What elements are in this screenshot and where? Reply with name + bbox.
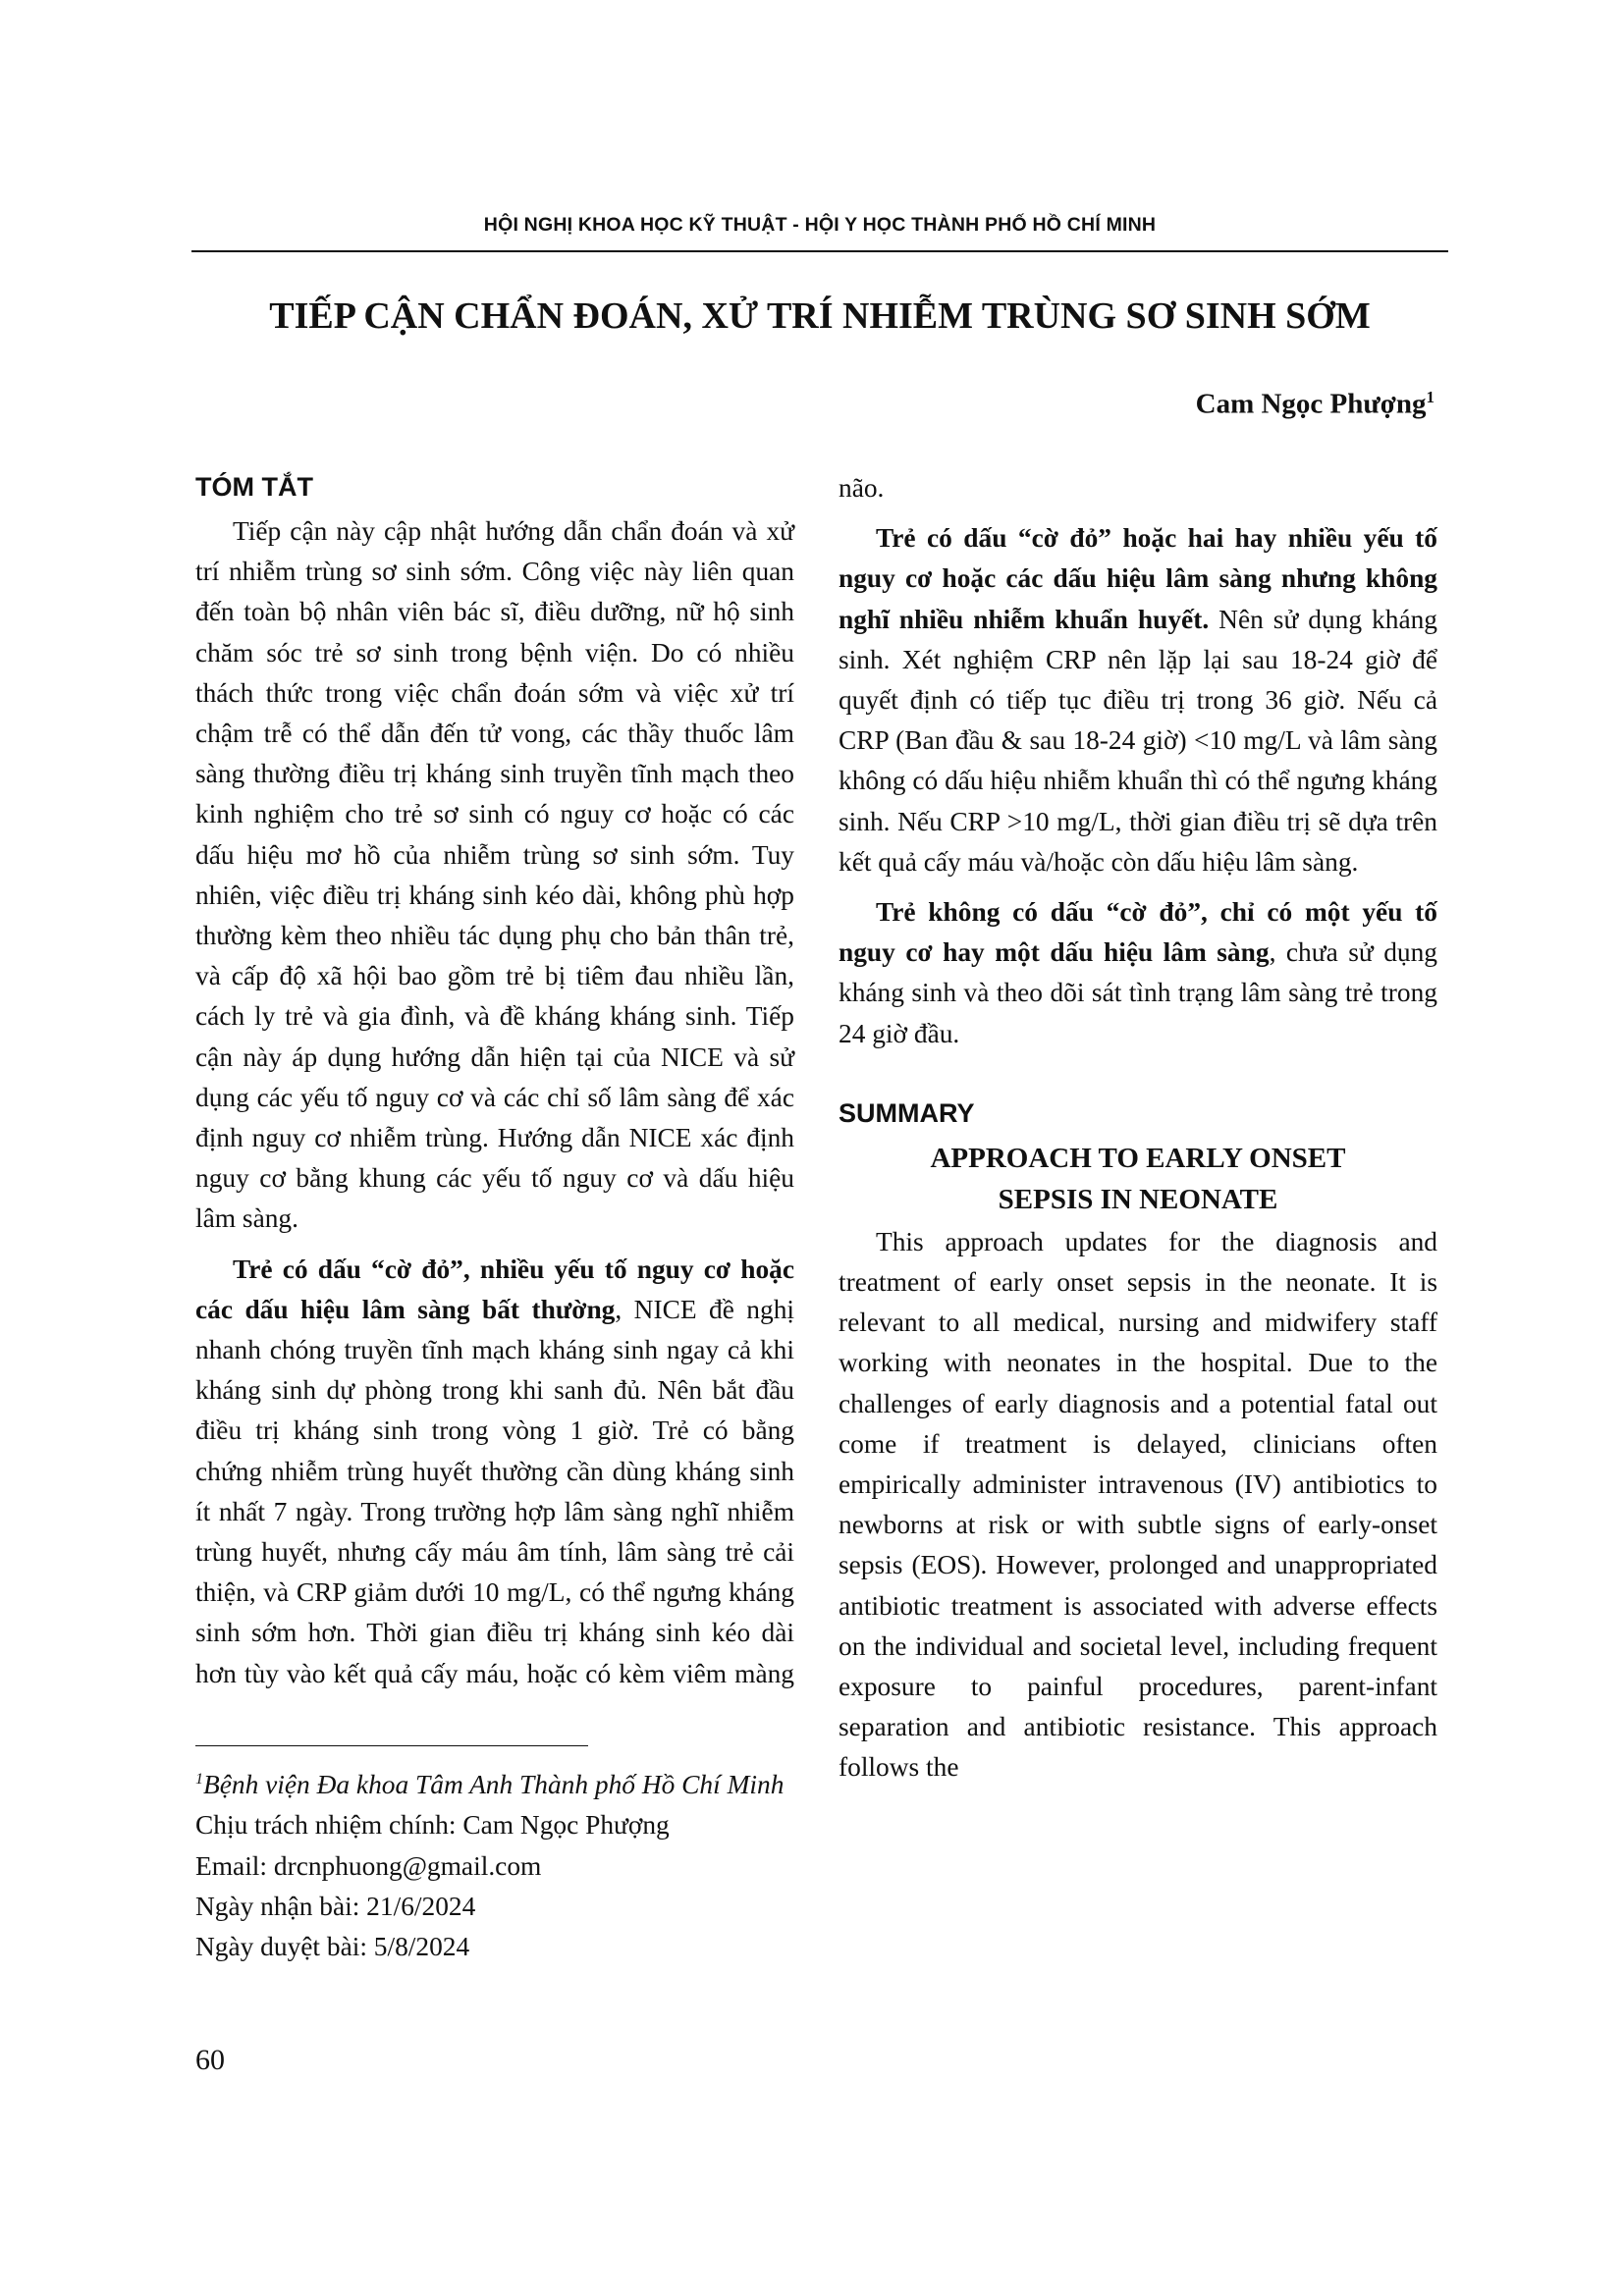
summary-paragraph-1: This approach updates for the diagnosis and treatment of early onset sepsis in the neonate. It is relevant to all medical, nursing and midwifery staff working with neonates in the hospital. Due to the challenges of early diagnosis and a potential fatal out come if treatment is delayed, clinicians often empirically administer intravenous (IV) antibiotics to newborns at risk or with subtle signs of early-onset sepsis (EOS). However, prolonged and unappropriated antibiotic treatment is associated with adverse effects on the individual and societal level, including frequent exposure to painful procedures, parent-infant separation and antibiotic resistance. This approach follows the (839, 1226, 1437, 1783)
footnote-received-date: Ngày nhận bài: 21/6/2024 (195, 1891, 476, 1921)
page-number: 60 (195, 2044, 225, 2076)
footnote-accepted-date: Ngày duyệt bài: 5/8/2024 (195, 1931, 470, 1961)
abstract-paragraph-4-lead: Trẻ không có dấu “cờ đỏ”, chỉ có một yếu tố nguy cơ hay một dấu hiệu lâm sàng (839, 897, 1437, 968)
right-column (839, 468, 1437, 1789)
footnote-affiliation (195, 1759, 799, 1805)
author-name: Cam Ngọc Phượng (1195, 388, 1427, 420)
left-column (195, 467, 794, 1694)
footnote-affiliation-text: Bệnh viện Đa khoa Tâm Anh Thành phố Hồ Chí Minh (203, 1770, 785, 1800)
abstract-paragraph-2-continued: não. (839, 473, 885, 503)
abstract-paragraph-1: Tiếp cận này cập nhật hướng dẫn chẩn đoán và xử trí nhiễm trùng sơ sinh sớm. Công việc này liên quan đến toàn bộ nhân viên bác sĩ, điều dưỡng, nữ hộ sinh chăm sóc trẻ sơ sinh trong bệnh viện. Do có nhiều thách thức trong việc chẩn đoán sớm và việc xử trí chậm trễ có thể dẫn đến tử vong, các thầy thuốc lâm sàng thường điều trị kháng sinh truyền tĩnh mạch theo kinh nghiệm cho trẻ sơ sinh có nguy cơ hoặc có các dấu hiệu mơ hồ của nhiễm trùng sơ sinh sớm. Tuy nhiên, việc điều trị kháng sinh kéo dài, không phù hợp thường kèm theo nhiều tác dụng phụ cho bản thân trẻ, và cấp độ xã hội bao gồm trẻ bị tiêm đau nhiều lần, cách ly trẻ và gia đình, và đề kháng kháng sinh. Tiếp cận này áp dụng hướng dẫn hiện tại của NICE và sử dụng các yếu tố nguy cơ và các chỉ số lâm sàng để xác định nguy cơ nhiễm trùng. Hướng dẫn NICE xác định nguy cơ bằng khung các yếu tố nguy cơ và dấu hiệu lâm sàng. (195, 516, 794, 1234)
summary-title-line-1: APPROACH TO EARLY ONSET (930, 1142, 1346, 1174)
footnote-affiliation-mark: 1 (195, 1771, 203, 1788)
abstract-paragraph-3-full (839, 518, 1437, 882)
running-head: HỘI NGHỊ KHOA HỌC KỸ THUẬT - HỘI Y HỌC THÀNH PHỐ HỒ CHÍ MINH (483, 214, 1157, 236)
author-line (1196, 388, 1435, 421)
footnote-responsible-author: Chịu trách nhiệm chính: Cam Ngọc Phượng (195, 1810, 670, 1841)
abstract-paragraph-2-lead: Trẻ có dấu “cờ đỏ”, nhiều yếu tố nguy cơ hoặc các dấu hiệu lâm sàng bất thường (195, 1254, 794, 1324)
abstract-heading-vi: TÓM TẮT (195, 472, 313, 502)
abstract-paragraph-3-body: Nên sử dụng kháng sinh. Xét nghiệm CRP nên lặp lại sau 18-24 giờ để quyết định có tiếp tục điều trị trong 36 giờ. Nếu cả CRP (Ban đầu & sau 18-24 giờ) <10 mg/L và lâm sàng không có dấu hiệu nhiễm khuẩn thì có thể ngưng kháng sinh. Nếu CRP >10 mg/L, thời gian điều trị sẽ dựa trên kết quả cấy máu và/hoặc còn dấu hiệu lâm sàng. (839, 604, 1437, 877)
footnote-email: Email: drcnphuong@gmail.com (195, 1850, 542, 1881)
author-affiliation-mark: 1 (1426, 388, 1435, 406)
abstract-paragraph-2 (195, 1250, 794, 1694)
abstract-paragraph-2-body: , NICE đề nghị nhanh chóng truyền tĩnh mạch kháng sinh ngay cả khi kháng sinh dự phòng trong khi sanh đủ. Nên bắt đầu điều trị kháng sinh trong vòng 1 giờ. Trẻ có bằng chứng nhiễm trùng huyết thường cần dùng kháng sinh ít nhất 7 ngày. Trong trường hợp lâm sàng nghĩ nhiễm trùng huyết, nhưng cấy máu âm tính, lâm sàng trẻ cải thiện, và CRP giảm dưới 10 mg/L, có thể ngưng kháng sinh sớm hơn. Thời gian điều trị kháng sinh kéo dài hơn tùy vào kết quả cấy máu, hoặc có kèm viêm màng (195, 1294, 795, 1688)
summary-title (839, 1138, 1437, 1220)
abstract-paragraph-4 (839, 892, 1437, 1054)
footnote-rule (195, 1745, 588, 1746)
footnotes (195, 1759, 799, 1967)
summary-heading: SUMMARY (839, 1097, 975, 1128)
header-rule (191, 250, 1448, 252)
summary-title-line-2: SEPSIS IN NEONATE (998, 1183, 1278, 1215)
abstract-paragraph-4-body: , chưa sử dụng kháng sinh và theo dõi sát tình trạng lâm sàng trẻ trong 24 giờ đầu. (839, 937, 1437, 1048)
abstract-paragraph-3-lead: Trẻ có dấu “cờ đỏ” hoặc hai hay nhiều yếu tố nguy cơ hoặc các dấu hiệu lâm sàng nhưng không nghĩ nhiều nhiễm khuẩn huyết. (839, 523, 1437, 634)
article-title: TIẾP CẬN CHẨN ĐOÁN, XỬ TRÍ NHIỄM TRÙNG SƠ SINH SỚM (269, 295, 1371, 337)
